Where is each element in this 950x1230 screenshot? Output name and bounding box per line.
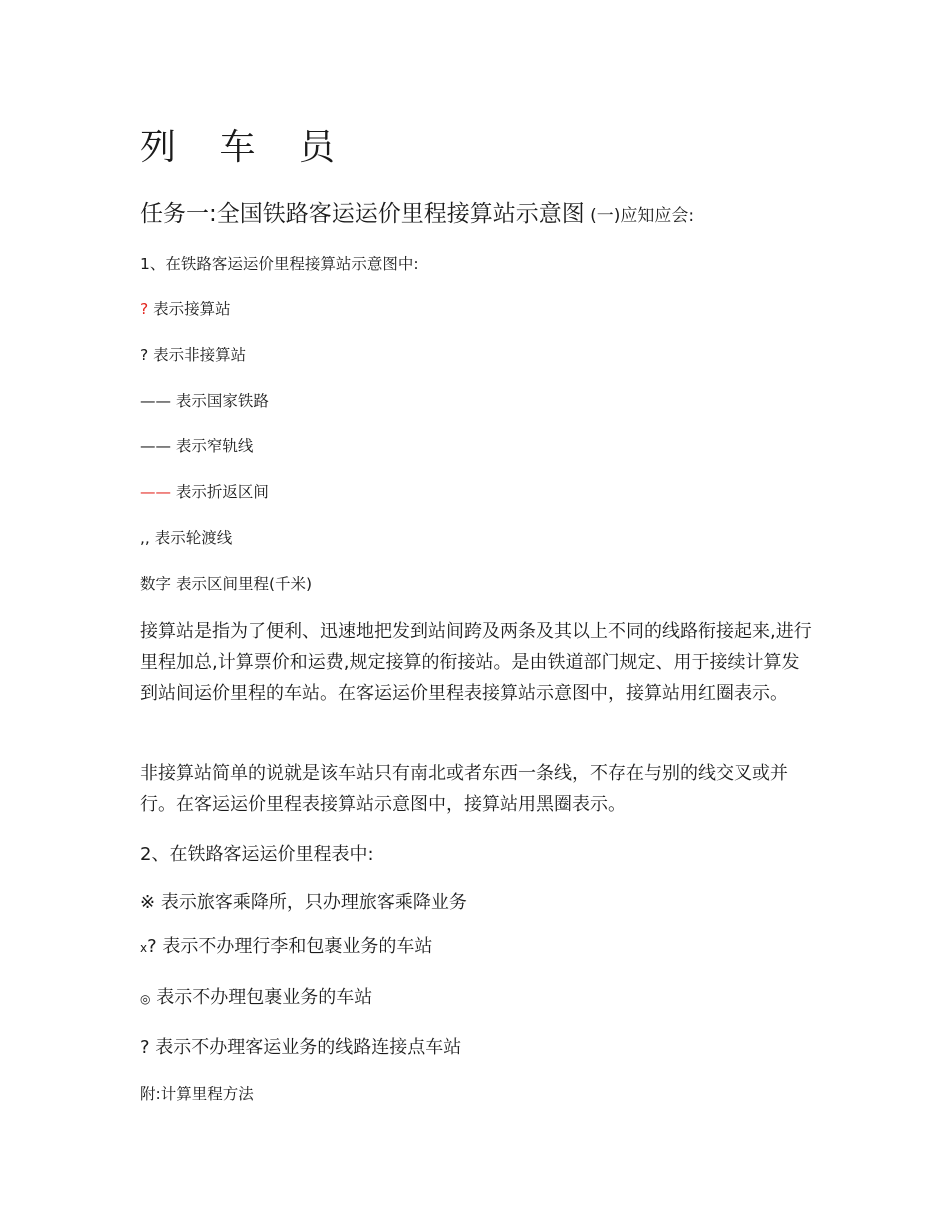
legend-symbol: ——: [140, 483, 171, 501]
document-title: 列 车 员: [140, 127, 351, 168]
legend-text: 表示区间里程(千米): [171, 575, 313, 593]
legend-item-turnback-section: [140, 481, 269, 503]
legend-item-narrow-gauge: [140, 435, 253, 457]
legend-symbol: ,,: [140, 529, 150, 547]
legend-symbol: 数字: [140, 575, 172, 593]
table-symbol: ◎: [140, 992, 151, 1006]
legend-symbol: ——: [140, 392, 171, 410]
table-symbol: ?: [140, 1037, 150, 1058]
task-heading: [140, 196, 694, 233]
legend-item-distance: [140, 573, 312, 595]
table-symbol: x: [140, 941, 148, 955]
legend-text: 表示接算站: [148, 300, 231, 318]
legend-text: 表示折返区间: [171, 483, 269, 501]
table-symbol-text: 表示不办理客运业务的线路连接点车站: [149, 1037, 462, 1058]
non-interchange-definition-paragraph: 非接算站简单的说就是该车站只有南北或者东西一条线，不存在与别的线交叉或并行。在客运运价里程表接算站示意图中，接算站用黑圈表示。: [140, 763, 788, 815]
legend-symbol: ?: [140, 300, 149, 318]
task-main-title: 任务一:全国铁路客运运价里程接算站示意图: [140, 201, 585, 227]
table-symbol-text: 表示旅客乘降所，只办理旅客乘降业务: [155, 892, 467, 913]
task-subtitle: (一)应知应会:: [584, 206, 695, 226]
table-symbol-text: ? 表示不办理行李和包裹业务的车站: [147, 936, 433, 957]
section2-heading: 2、在铁路客运运价里程表中:: [140, 844, 374, 865]
table-symbol-text: 表示不办理包裹业务的车站: [150, 987, 373, 1008]
legend-item-national-railway: [140, 390, 269, 412]
document-page: [140, 0, 820, 1230]
interchange-definition-paragraph: 接算站是指为了便利、迅速地把发到站间跨及两条及其以上不同的线路衔接起来,进行里程加总,计算票价和运费,规定接算的衔接站。是由铁道部门规定、用于接续计算发到站间运价里程的车站。在客运运价里程表接算站示意图中，接算站用红圈表示。: [140, 621, 812, 704]
legend-symbol: ——: [140, 437, 171, 455]
appendix-heading: 附:计算里程方法: [140, 1085, 254, 1103]
legend-text: 表示国家铁路: [171, 392, 269, 410]
table-symbol: ※: [140, 892, 156, 913]
legend-text: 表示非接算站: [148, 346, 247, 364]
legend-item-ferry-line: [140, 527, 232, 549]
section1-heading: 1、在铁路客运运价里程接算站示意图中:: [140, 255, 419, 273]
table-symbol-item: [140, 890, 467, 916]
legend-symbol: ?: [140, 346, 149, 364]
table-symbol-item: [140, 1035, 461, 1061]
legend-item-interchange-station: [140, 298, 231, 320]
legend-text: 表示轮渡线: [149, 529, 233, 547]
table-symbol-item: [140, 934, 432, 961]
table-symbol-item: [140, 985, 372, 1012]
legend-text: 表示窄轨线: [171, 437, 254, 455]
legend-item-non-interchange-station: [140, 344, 246, 366]
